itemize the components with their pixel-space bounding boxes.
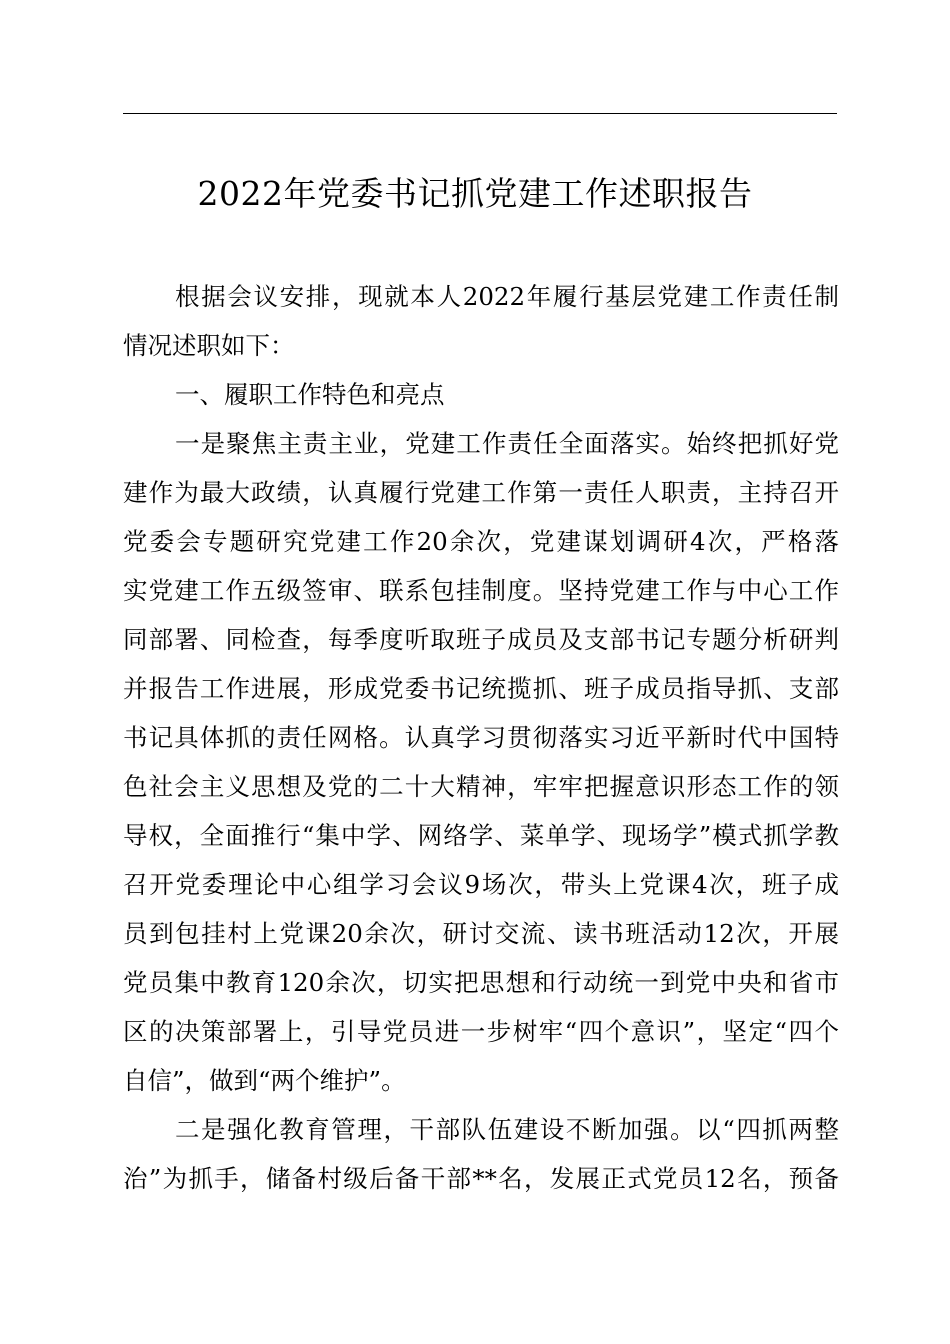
body-line: 一、履职工作特色和亮点 (175, 380, 445, 409)
body-line: 二是强化教育管理，干部队伍建设不断加强。以“四抓两整 (175, 1115, 839, 1144)
page-title: 2022年党委书记抓党建工作述职报告 (197, 174, 753, 213)
body-line: 党员集中教育120余次，切实把思想和行动统一到党中央和省市 (123, 968, 839, 997)
body-line: 并报告工作进展，形成党委书记统揽抓、班子成员指导抓、支部 (123, 674, 839, 703)
body-line: 建作为最大政绩，认真履行党建工作第一责任人职责，主持召开 (123, 478, 839, 507)
body-text (123, 272, 839, 1203)
body-line: 召开党委理论中心组学习会议9场次，带头上党课4次，班子成 (123, 870, 839, 899)
body-line: 书记具体抓的责任网格。认真学习贯彻落实习近平新时代中国特 (123, 723, 839, 752)
body-line: 自信”，做到“两个维护”。 (123, 1066, 406, 1095)
body-line: 情况述职如下： (123, 331, 295, 360)
body-line: 党委会专题研究党建工作20余次，党建谋划调研4次，严格落 (123, 527, 839, 556)
body-line: 区的决策部署上，引导党员进一步树牢“四个意识”，坚定“四个 (123, 1017, 839, 1046)
body-line: 导权，全面推行“集中学、网络学、菜单学、现场学”模式抓学教 (123, 821, 839, 850)
body-line: 治”为抓手，储备村级后备干部**名，发展正式党员12名，预备 (123, 1164, 839, 1193)
body-line: 一是聚焦主责主业，党建工作责任全面落实。始终把抓好党 (175, 429, 839, 458)
body-line: 实党建工作五级签审、联系包挂制度。坚持党建工作与中心工作 (123, 576, 839, 605)
body-line: 员到包挂村上党课20余次，研讨交流、读书班活动12次，开展 (123, 919, 839, 948)
body-line: 色社会主义思想及党的二十大精神，牢牢把握意识形态工作的领 (123, 772, 839, 801)
header-rule (123, 113, 837, 114)
body-line: 根据会议安排，现就本人2022年履行基层党建工作责任制 (175, 282, 839, 311)
body-line: 同部署、同检查，每季度听取班子成员及支部书记专题分析研判 (123, 625, 839, 654)
